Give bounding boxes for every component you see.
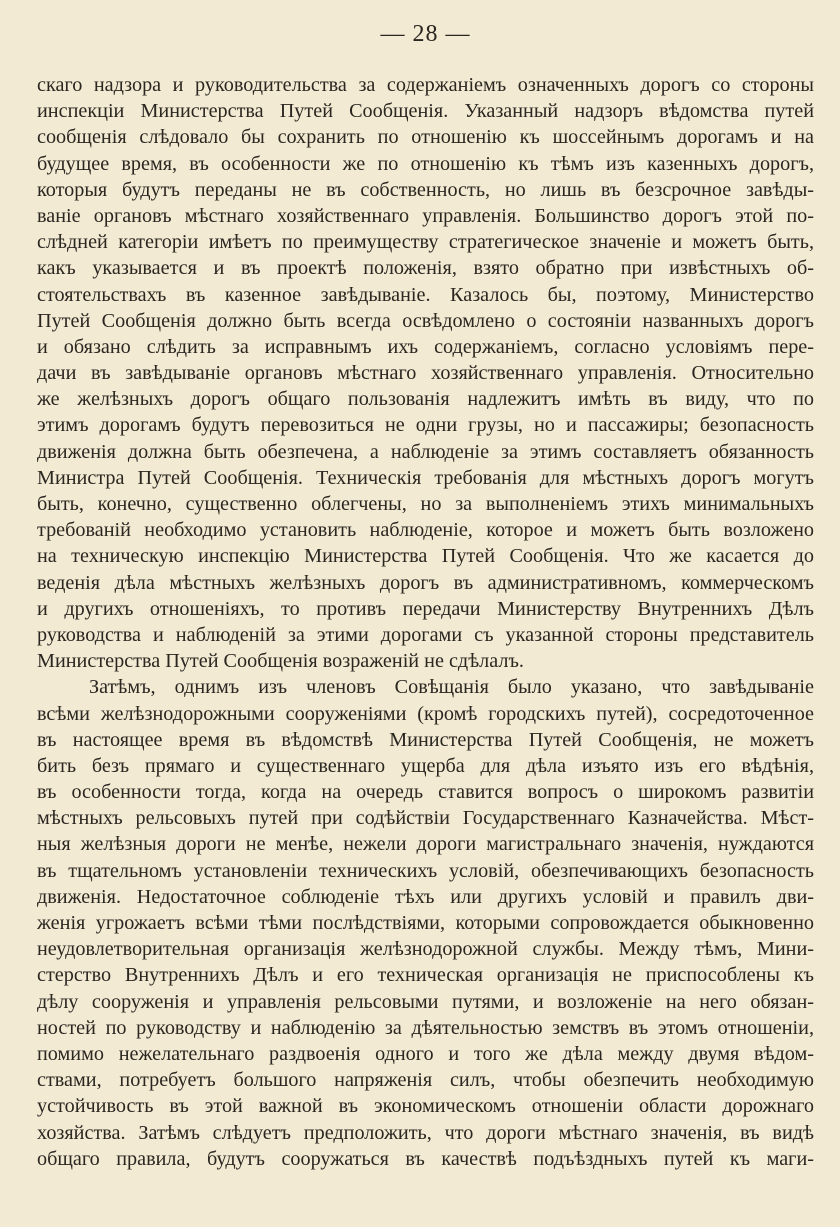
text-line: же желѣзныхъ дорогъ общаго пользованiя надлежитъ имѣть въ виду, что по xyxy=(37,388,814,411)
text-line: какъ указывается и въ проектѣ положенiя, взято обратно при извѣстныхъ об- xyxy=(37,257,814,280)
text-line: общаго правила, будутъ сооружаться въ качествѣ подъѣздныхъ путей къ маги- xyxy=(37,1147,814,1170)
text-line: веденiя дѣла мѣстныхъ желѣзныхъ дорогъ въ административномъ, коммерческомъ xyxy=(37,571,814,594)
text-line: быть, конечно, существенно облегчены, но за выполненiемъ этихъ минимальныхъ xyxy=(37,493,814,515)
text-line: въ настоящее время въ вѣдомствѣ Министерства Путей Сообщенiя, не можетъ xyxy=(37,728,814,751)
text-line: дѣлу сооруженiя и управленiя рельсовыми путями, и возложенiе на него обязан- xyxy=(37,990,814,1013)
text-line: слѣдней категорiи имѣетъ по преимуществу стратегическое значенiе и можетъ быть, xyxy=(37,231,814,254)
text-line: и обязано слѣдить за исправнымъ ихъ содержанiемъ, согласно условiямъ пере- xyxy=(37,335,814,358)
text-line: въ тщательномъ установленiи техническихъ условiй, обезпечивающихъ безопасность xyxy=(37,859,814,882)
text-line: которыя будутъ переданы не въ собственность, но лишь въ безсрочное завѣды- xyxy=(37,178,814,201)
text-line: хозяйства. Затѣмъ слѣдуетъ предположить, что дороги мѣстнаго значенiя, въ видѣ xyxy=(37,1121,814,1144)
text-line: дачи въ завѣдыванiе органовъ мѣстнаго хозяйственнаго управленiя. Относительно xyxy=(37,362,814,385)
text-line: руководства и наблюденiй за этими дорогами съ указанной стороны представитель xyxy=(37,623,814,646)
text-line: будущее время, въ особенности же по отношенiю къ тѣмъ изъ казенныхъ дорогъ, xyxy=(37,152,814,175)
text-line: требованiй необходимо установить наблюденiе, которое и можетъ быть возложено xyxy=(37,519,814,542)
paragraph xyxy=(37,72,814,674)
text-line: Затѣмъ, однимъ изъ членовъ Совѣщанiя было указано, что завѣдыванiе xyxy=(89,676,814,699)
text-line: на техническую инспекцiю Министерства Путей Сообщенiя. Что же касается до xyxy=(37,545,814,568)
page-number: — 28 — xyxy=(380,21,471,47)
text-line: бить безъ прямаго и существеннаго ущерба для дѣла изъято изъ его вѣдѣнiя, xyxy=(37,754,814,777)
body-text xyxy=(37,72,814,1172)
text-line: ныя желѣзныя дороги не менѣе, нежели дороги магистральнаго значенiя, нуждаются xyxy=(37,833,814,856)
text-line: ностей по руководству и наблюденiю за дѣятельностью земствъ въ этомъ отношенiи, xyxy=(37,1016,814,1039)
text-line: Путей Сообщенiя должно быть всегда освѣдомлено о состоянiи названныхъ дорогъ xyxy=(37,309,814,332)
text-line: въ особенности тогда, когда на очередь ставится вопросъ о широкомъ развитiи xyxy=(37,781,814,804)
paragraph xyxy=(37,674,814,1172)
text-line: устойчивость въ этой важной въ экономическомъ отношенiи области дорожнаго xyxy=(37,1095,814,1118)
text-line: Министерства Путей Сообщенiя возраженiй не сдѣлалъ. xyxy=(37,650,524,673)
text-line: инспекцiи Министерства Путей Сообщенiя. Указанный надзоръ вѣдомства путей xyxy=(37,100,814,123)
text-line: ствами, потребуетъ большого напряженiя силъ, чтобы обезпечить необходимую xyxy=(37,1069,814,1092)
text-line: помимо нежелательнаго раздвоенiя одного и того же дѣла между двумя вѣдом- xyxy=(37,1042,814,1065)
text-line: движенiя. Недостаточное соблюденiе тѣхъ или другихъ условiй и правилъ дви- xyxy=(37,885,814,908)
text-line: ванiе органовъ мѣстнаго хозяйственнаго управленiя. Большинство дорогъ этой по- xyxy=(37,204,814,227)
text-line: Министра Путей Сообщенiя. Техническiя требованiя для мѣстныхъ дорогъ могутъ xyxy=(37,466,814,489)
text-line: неудовлетворительная организацiя желѣзнодорожной службы. Между тѣмъ, Мини- xyxy=(37,938,814,961)
text-line: всѣми желѣзнодорожными сооруженiями (кромѣ городскихъ путей), сосредоточенное xyxy=(37,702,814,725)
text-line: женiя угрожаетъ всѣми тѣми послѣдствiями, которыми сопровождается обыкновенно xyxy=(37,912,814,934)
text-line: движенiя должна быть обезпечена, а наблюденiе за этимъ составляетъ обязанность xyxy=(37,440,814,463)
text-line: сообщенiя слѣдовало бы сохранить по отношенiю къ шоссейнымъ дорогамъ и на xyxy=(37,126,814,149)
text-line: стерство Внутреннихъ Дѣлъ и его техническая организацiя не приспособлены къ xyxy=(37,964,814,987)
text-line: скаго надзора и руководительства за содержанiемъ означенныхъ дорогъ со стороны xyxy=(37,74,814,96)
text-line: этимъ дорогамъ будутъ перевозиться не одни грузы, но и пассажиры; безопасность xyxy=(37,414,814,437)
text-line: стоятельствахъ въ казенное завѣдыванiе. Казалось бы, поэтому, Министерство xyxy=(37,283,814,306)
text-line: и другихъ отношенiяхъ, то противъ передачи Министерству Внутреннихъ Дѣлъ xyxy=(37,597,814,620)
text-line: мѣстныхъ рельсовыхъ путей при содѣйствiи Государственнаго Казначейства. Мѣст- xyxy=(37,807,814,830)
